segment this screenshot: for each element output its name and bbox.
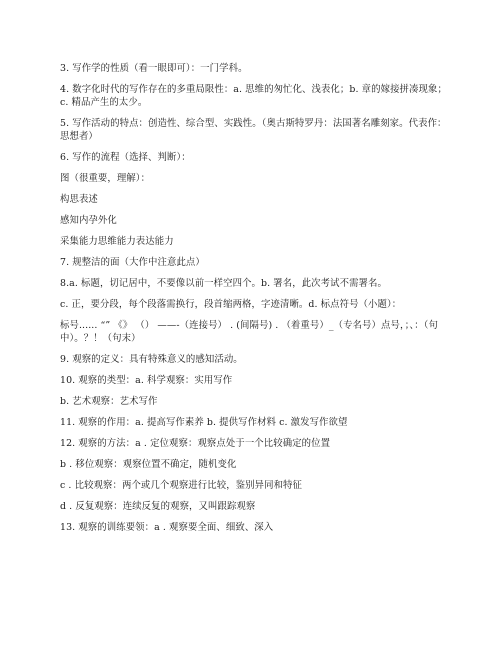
punctuation-marks-list: 标号...... “” 《》 （） ——-（连接号） . (间隔号) . （着重号）_（专名号）点号，；、：（句中）。？！（句末） [60, 320, 439, 344]
item-6-writing-process: 6. 写作的流程（选择、判断）： [60, 152, 191, 163]
item-5-writing-features: 5. 写作活动的特点：创造性、综合型、实践性。（奥古斯特罗丹：法国著名雕刻家。代表作：思想者） [60, 118, 447, 142]
item-4-digital-limitations: 4. 数字化时代的写作存在的多重局限性：a. 思维的匆忙化、浅表化；b. 章的嫁接拼凑现象；c. 精品产生的太少。 [60, 84, 447, 108]
diagram-row-1: 构思表述 [60, 194, 98, 205]
item-12-repeated-observation: d . 反复观察：连续反复的观察，又叫跟踪观察 [60, 501, 256, 512]
item-7-neat-page: 7. 规整洁的面（大作中注意此点） [60, 257, 205, 268]
diagram-row-2: 感知内孕外化 [60, 215, 117, 226]
item-12-observation-methods: 12. 观察的方法：a . 定位观察：观察点处于一个比较确定的位置 [60, 438, 331, 449]
item-13-observation-training: 13. 观察的训练要领：a . 观察要全面、细致、深入 [60, 522, 274, 533]
diagram-row-3: 采集能力思维能力表达能力 [60, 236, 174, 247]
item-9-observation-definition: 9. 观察的定义：具有特殊意义的感知活动。 [60, 354, 243, 365]
item-12-comparative-observation: c . 比较观察：两个或几个观察进行比较，鉴别异同和特征 [60, 480, 302, 491]
item-3-nature-of-writing: 3. 写作学的性质（看一眼即可）：一门学科。 [60, 63, 248, 74]
item-11-observation-effects: 11. 观察的作用：a. 提高写作素养 b. 提供写作材料 c. 激发写作欲望 [60, 417, 348, 428]
item-12-moving-observation: b . 移位观察：观察位置不确定，随机变化 [60, 459, 237, 470]
item-10-artistic-observation: b. 艺术观察：艺术写作 [60, 396, 158, 407]
item-10-observation-types: 10. 观察的类型：a. 科学观察：实用写作 [60, 375, 233, 386]
item-8-title-and-signature: 8.a. 标题，切记居中，不要像以前一样空四个。b. 署名，此次考试不需署名。 [60, 278, 387, 289]
document-page [60, 62, 452, 534]
diagram-heading: 图（很重要，理解）： [60, 173, 151, 184]
item-8-paragraphs-and-punctuation: c. 正，要分段，每个段落需换行，段首缩两格，字迹清晰。d. 标点符号（小题）： [60, 299, 402, 310]
